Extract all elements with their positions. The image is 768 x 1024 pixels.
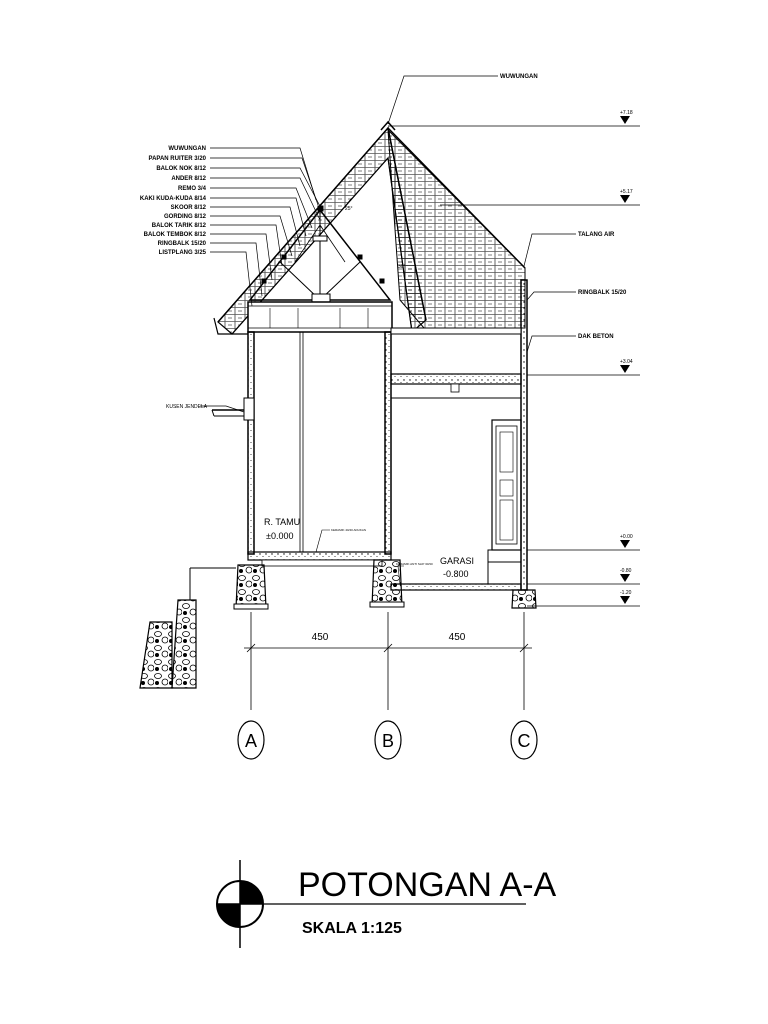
callout-9: BALOK TEMBOK 8/12 [143,232,206,238]
callout-7: GORDING 8/12 [163,214,206,220]
drawing-title: POTONGAN A-A [298,866,557,904]
level-labels [620,110,633,596]
note-tamu-floor: KERAMIK 40/40 ADUKAN [331,528,367,532]
callout-2: BALOK NOK 8/12 [156,166,206,172]
level-mark-3: +0.00 [620,534,633,540]
room-garasi-level: -0.800 [443,569,469,579]
note-garasi-floor: KERAMIK ANTI SLIP 30/30 [396,562,433,566]
grid-b: B [381,731,395,751]
callout-11: LISTPLANG 3/25 [158,250,206,256]
callout-6: SKOOR 8/12 [170,205,206,211]
right-callouts [524,232,627,352]
foundations [140,560,536,688]
left-callouts [140,146,207,256]
section-symbol-icon [217,860,263,948]
garage-door [492,420,521,550]
ring-beam [248,302,392,332]
level-mark-5: -1.20 [620,590,632,596]
callout-0: WUWUNGAN [168,146,206,152]
level-mark-4: -0.80 [620,568,632,574]
grid-a: A [244,731,258,751]
dimension-labels [312,632,466,643]
dim-a-b: 450 [311,632,329,643]
roof-angle-1: 25° [345,206,353,212]
window-frame [212,398,254,420]
level-mark-2: +3.04 [620,359,633,365]
roof-angle-2: 30° [398,264,406,270]
side-callout [166,404,244,412]
room-labels [264,517,474,579]
callout-1: PAPAN RUITER 3/20 [148,156,206,162]
dimension-lines [244,612,532,710]
callout-ringbalk: RINGBALK 15/20 [578,290,627,296]
room-tamu-level: ±0.000 [266,531,294,541]
room-garasi-name: GARASI [440,556,475,566]
callout-5: KAKI KUDA-KUDA 8/14 [139,196,206,202]
top-callout [388,74,538,124]
dim-b-c: 450 [448,632,466,643]
callout-kusen: KUSEN JENDELA [166,404,208,410]
drawing-scale: SKALA 1:125 [302,920,402,937]
callout-3: ANDER 8/12 [171,176,206,182]
callout-8: BALOK TARIK 8/12 [151,223,206,229]
callout-talang: TALANG AIR [578,232,615,238]
level-mark-0: +7.18 [620,110,633,116]
room-tamu-name: R. TAMU [264,517,301,527]
top-callout-label: WUWUNGAN [500,74,538,80]
grid-axes [238,721,537,759]
grid-c: C [517,731,531,751]
concrete-slab [391,328,521,398]
callout-4: REMO 3/4 [177,186,206,192]
rear-roof [388,128,525,328]
steps [488,550,521,584]
callout-dak: DAK BETON [578,334,614,340]
level-mark-1: +5.17 [620,189,633,195]
callout-10: RINGBALK 15/20 [157,241,206,247]
